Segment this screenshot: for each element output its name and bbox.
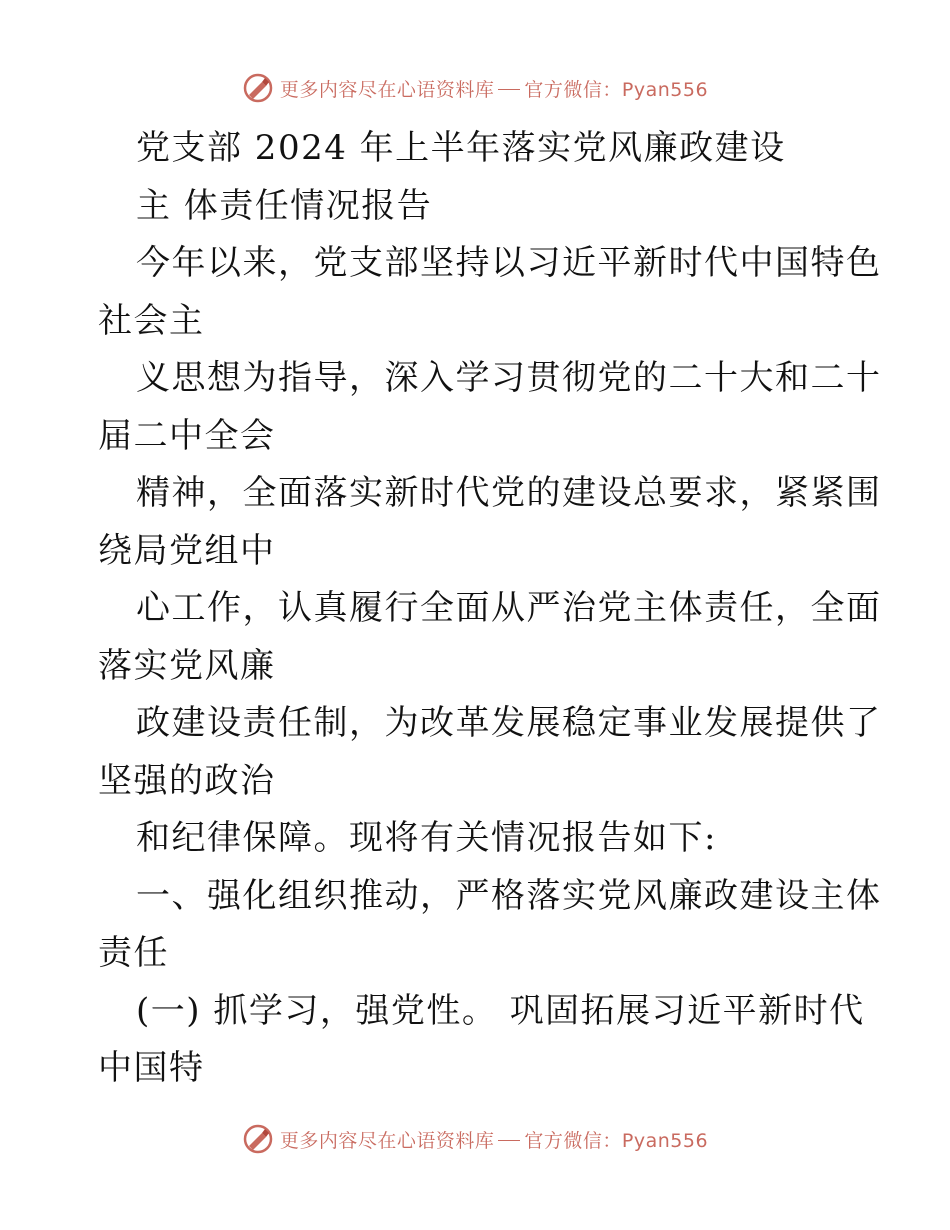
paragraph-line: 落实党风廉 xyxy=(98,645,276,686)
watermark-dash xyxy=(498,1140,520,1141)
footer-watermark xyxy=(0,1123,950,1155)
paragraph-line: 今年以来，党支部坚持以习近平新时代中国特色 xyxy=(136,243,882,283)
paragraph-line: 中国特 xyxy=(98,1048,205,1088)
paragraph-line: 坚强的政治 xyxy=(98,760,276,801)
header-watermark xyxy=(0,72,950,104)
section-heading-line: 一、强化组织推动，严格落实党风廉政建设主体 xyxy=(136,875,882,916)
watermark-secondary-text: 官方微信：Pyan556 xyxy=(524,1129,709,1152)
watermark-dash xyxy=(498,89,520,90)
paragraph-line: 精神，全面落实新时代党的建设总要求，紧紧围 xyxy=(136,473,882,513)
watermark-primary-text: 更多内容尽在心语资料库 xyxy=(279,78,495,101)
paragraph-line: 绕局党组中 xyxy=(98,530,276,571)
section-heading-line: 责任 xyxy=(98,933,169,973)
subsection-line: (一) 抓学习，强党性。 巩固拓展习近平新时代 xyxy=(136,990,865,1031)
paragraph-line: 届二中全会 xyxy=(98,415,276,456)
doc-title-line-1: 党支部 2024 年上半年落实党风廉政建设 xyxy=(136,128,786,168)
paragraph-line: 和纪律保障。现将有关情况报告如下: xyxy=(136,818,717,858)
paragraph-line: 社会主 xyxy=(98,300,205,341)
document-body xyxy=(98,120,882,1098)
pen-logo-icon xyxy=(242,1123,274,1155)
doc-title-line-2: 主 体责任情况报告 xyxy=(136,185,433,226)
watermark-primary-text: 更多内容尽在心语资料库 xyxy=(279,1129,495,1152)
paragraph-line: 义思想为指导，深入学习贯彻党的二十大和二十 xyxy=(136,358,882,398)
watermark-secondary-text: 官方微信：Pyan556 xyxy=(524,78,709,101)
pen-logo-icon xyxy=(242,72,274,104)
paragraph-line: 政建设责任制，为改革发展稳定事业发展提供了 xyxy=(136,703,882,743)
paragraph-line: 心工作，认真履行全面从严治党主体责任，全面 xyxy=(136,588,882,628)
